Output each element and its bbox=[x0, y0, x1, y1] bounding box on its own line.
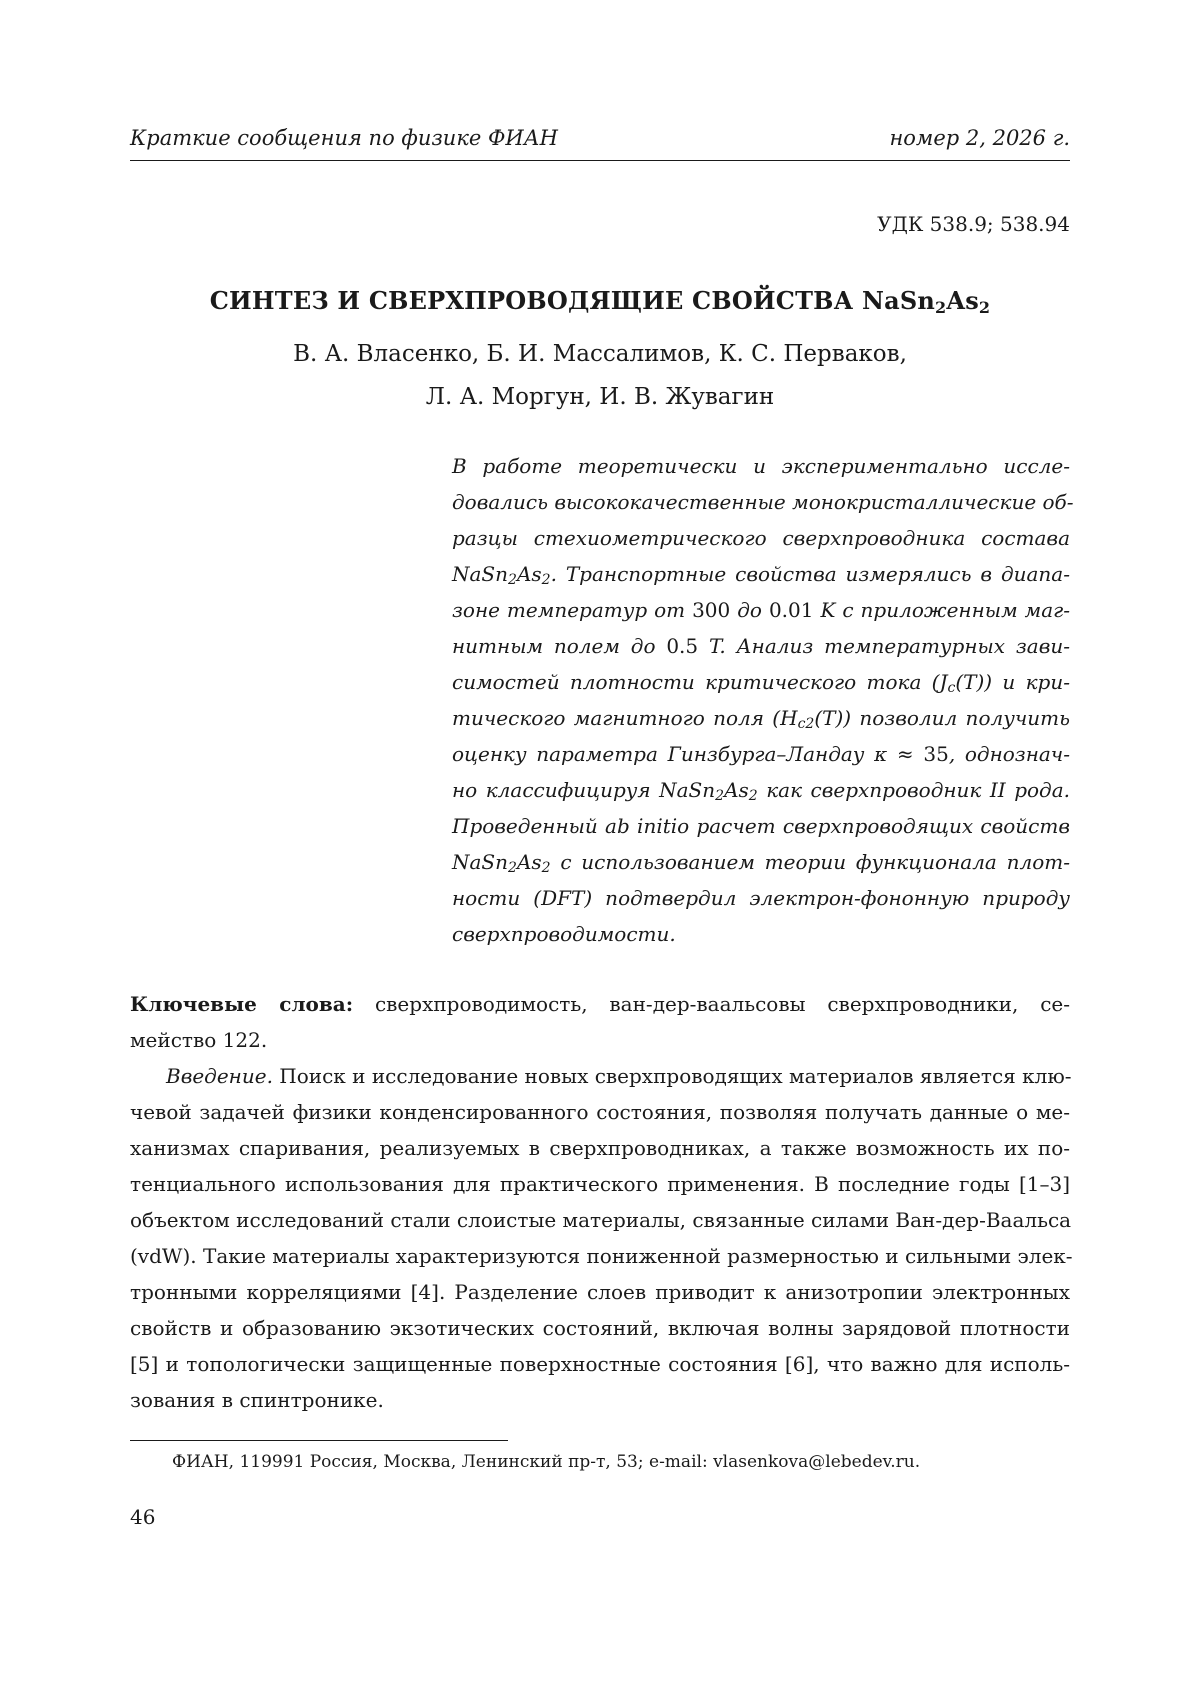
abstract-line: тического магнитного поля $(H_{c2}(T))$ позволил получить bbox=[452, 706, 1070, 732]
abstract-line: симостей плотности критического тока $(J_c(T))$ и кри- bbox=[452, 670, 1070, 696]
body-line: ханизмах спаривания, реализуемых в сверхпроводниках, а также возможность их по- bbox=[130, 1136, 1070, 1160]
abstract-line: зоне температур от 300 до 0.01 K с приложенным маг- bbox=[452, 598, 1070, 622]
abstract-line: разцы стехиометрического сверхпроводника состава bbox=[452, 526, 1070, 550]
abstract-line: В работе теоретически и экспериментально иссле- bbox=[452, 454, 1070, 478]
body-line: свойств и образованию экзотических состояний, включая волны зарядовой плотности bbox=[130, 1316, 1070, 1340]
abstract-line: ности (DFT) подтвердил электрон-фононную природу bbox=[452, 886, 1070, 910]
abstract-line: $NaSn_2As_2$. Транспортные свойства измерялись в диапа- bbox=[452, 562, 1070, 588]
abstract-line: Проведенный ab initio расчет сверхпроводящих свойств bbox=[452, 814, 1070, 838]
running-header bbox=[130, 126, 1070, 161]
udk-code: УДК 538.9; 538.94 bbox=[877, 212, 1070, 236]
footnote-divider bbox=[130, 1440, 508, 1441]
body-line: тенциального использования для практического применения. В последние годы [1–3] bbox=[130, 1172, 1070, 1196]
body-line: (vdW). Такие материалы характеризуются пониженной размерностью и сильными элек- bbox=[130, 1244, 1073, 1268]
keywords-line: мейство 122. bbox=[130, 1028, 268, 1052]
authors-line-1: В. А. Власенко, Б. И. Массалимов, К. С. Перваков, bbox=[293, 341, 907, 367]
abstract-line: но классифицируя $NaSn_2As_2$ как сверхпроводник II рода. bbox=[452, 778, 1070, 804]
body-line: [5] и топологически защищенные поверхностные состояния [6], что важно для исполь- bbox=[130, 1352, 1070, 1376]
abstract-line: оценку параметра Гинзбурга–Ландау κ ≈ 35, однознач- bbox=[452, 742, 1070, 766]
keywords-block bbox=[130, 986, 1070, 1058]
introduction-paragraph bbox=[130, 1058, 1073, 1418]
abstract-line: нитным полем до 0.5 T. Анализ температурных зави- bbox=[452, 634, 1070, 658]
intro-label: Введение. bbox=[166, 1064, 273, 1088]
body-line: Введение. Поиск и исследование новых сверхпроводящих материалов является клю- bbox=[166, 1064, 1072, 1088]
authors-line-2: Л. А. Моргун, И. В. Жувагин bbox=[425, 384, 775, 410]
issue-info: номер 2, 2026 г. bbox=[889, 126, 1070, 150]
keywords-label: Ключевые слова: bbox=[130, 992, 354, 1016]
abstract-line: довались высококачественные монокристаллические об- bbox=[452, 490, 1074, 514]
keywords-line: Ключевые слова: сверхпроводимость, ван-дер-ваальсовы сверхпроводники, се- bbox=[130, 992, 1071, 1016]
paper-title: СИНТЕЗ И СВЕРХПРОВОДЯЩИЕ СВОЙСТВА $NaSn_2As_2$ bbox=[209, 286, 991, 317]
body-line: объектом исследований стали слоистые материалы, связанные силами Ван-дер-Ваальса bbox=[130, 1208, 1072, 1232]
journal-name: Краткие сообщения по физике ФИАН bbox=[130, 126, 558, 150]
abstract bbox=[452, 448, 1074, 952]
footnote-affiliation: ФИАН, 119991 Россия, Москва, Ленинский пр-т, 53; e-mail: vlasenkova@lebedev.ru. bbox=[172, 1452, 921, 1472]
abstract-line: $NaSn_2As_2$ с использованием теории функционала плот- bbox=[452, 850, 1070, 876]
body-line: зования в спинтронике. bbox=[130, 1388, 384, 1412]
abstract-line: сверхпроводимости. bbox=[452, 922, 676, 946]
body-line: тронными корреляциями [4]. Разделение слоев приводит к анизотропии электронных bbox=[130, 1280, 1070, 1304]
body-line: чевой задачей физики конденсированного состояния, позволяя получать данные о ме- bbox=[130, 1100, 1070, 1124]
page-number: 46 bbox=[130, 1505, 156, 1529]
